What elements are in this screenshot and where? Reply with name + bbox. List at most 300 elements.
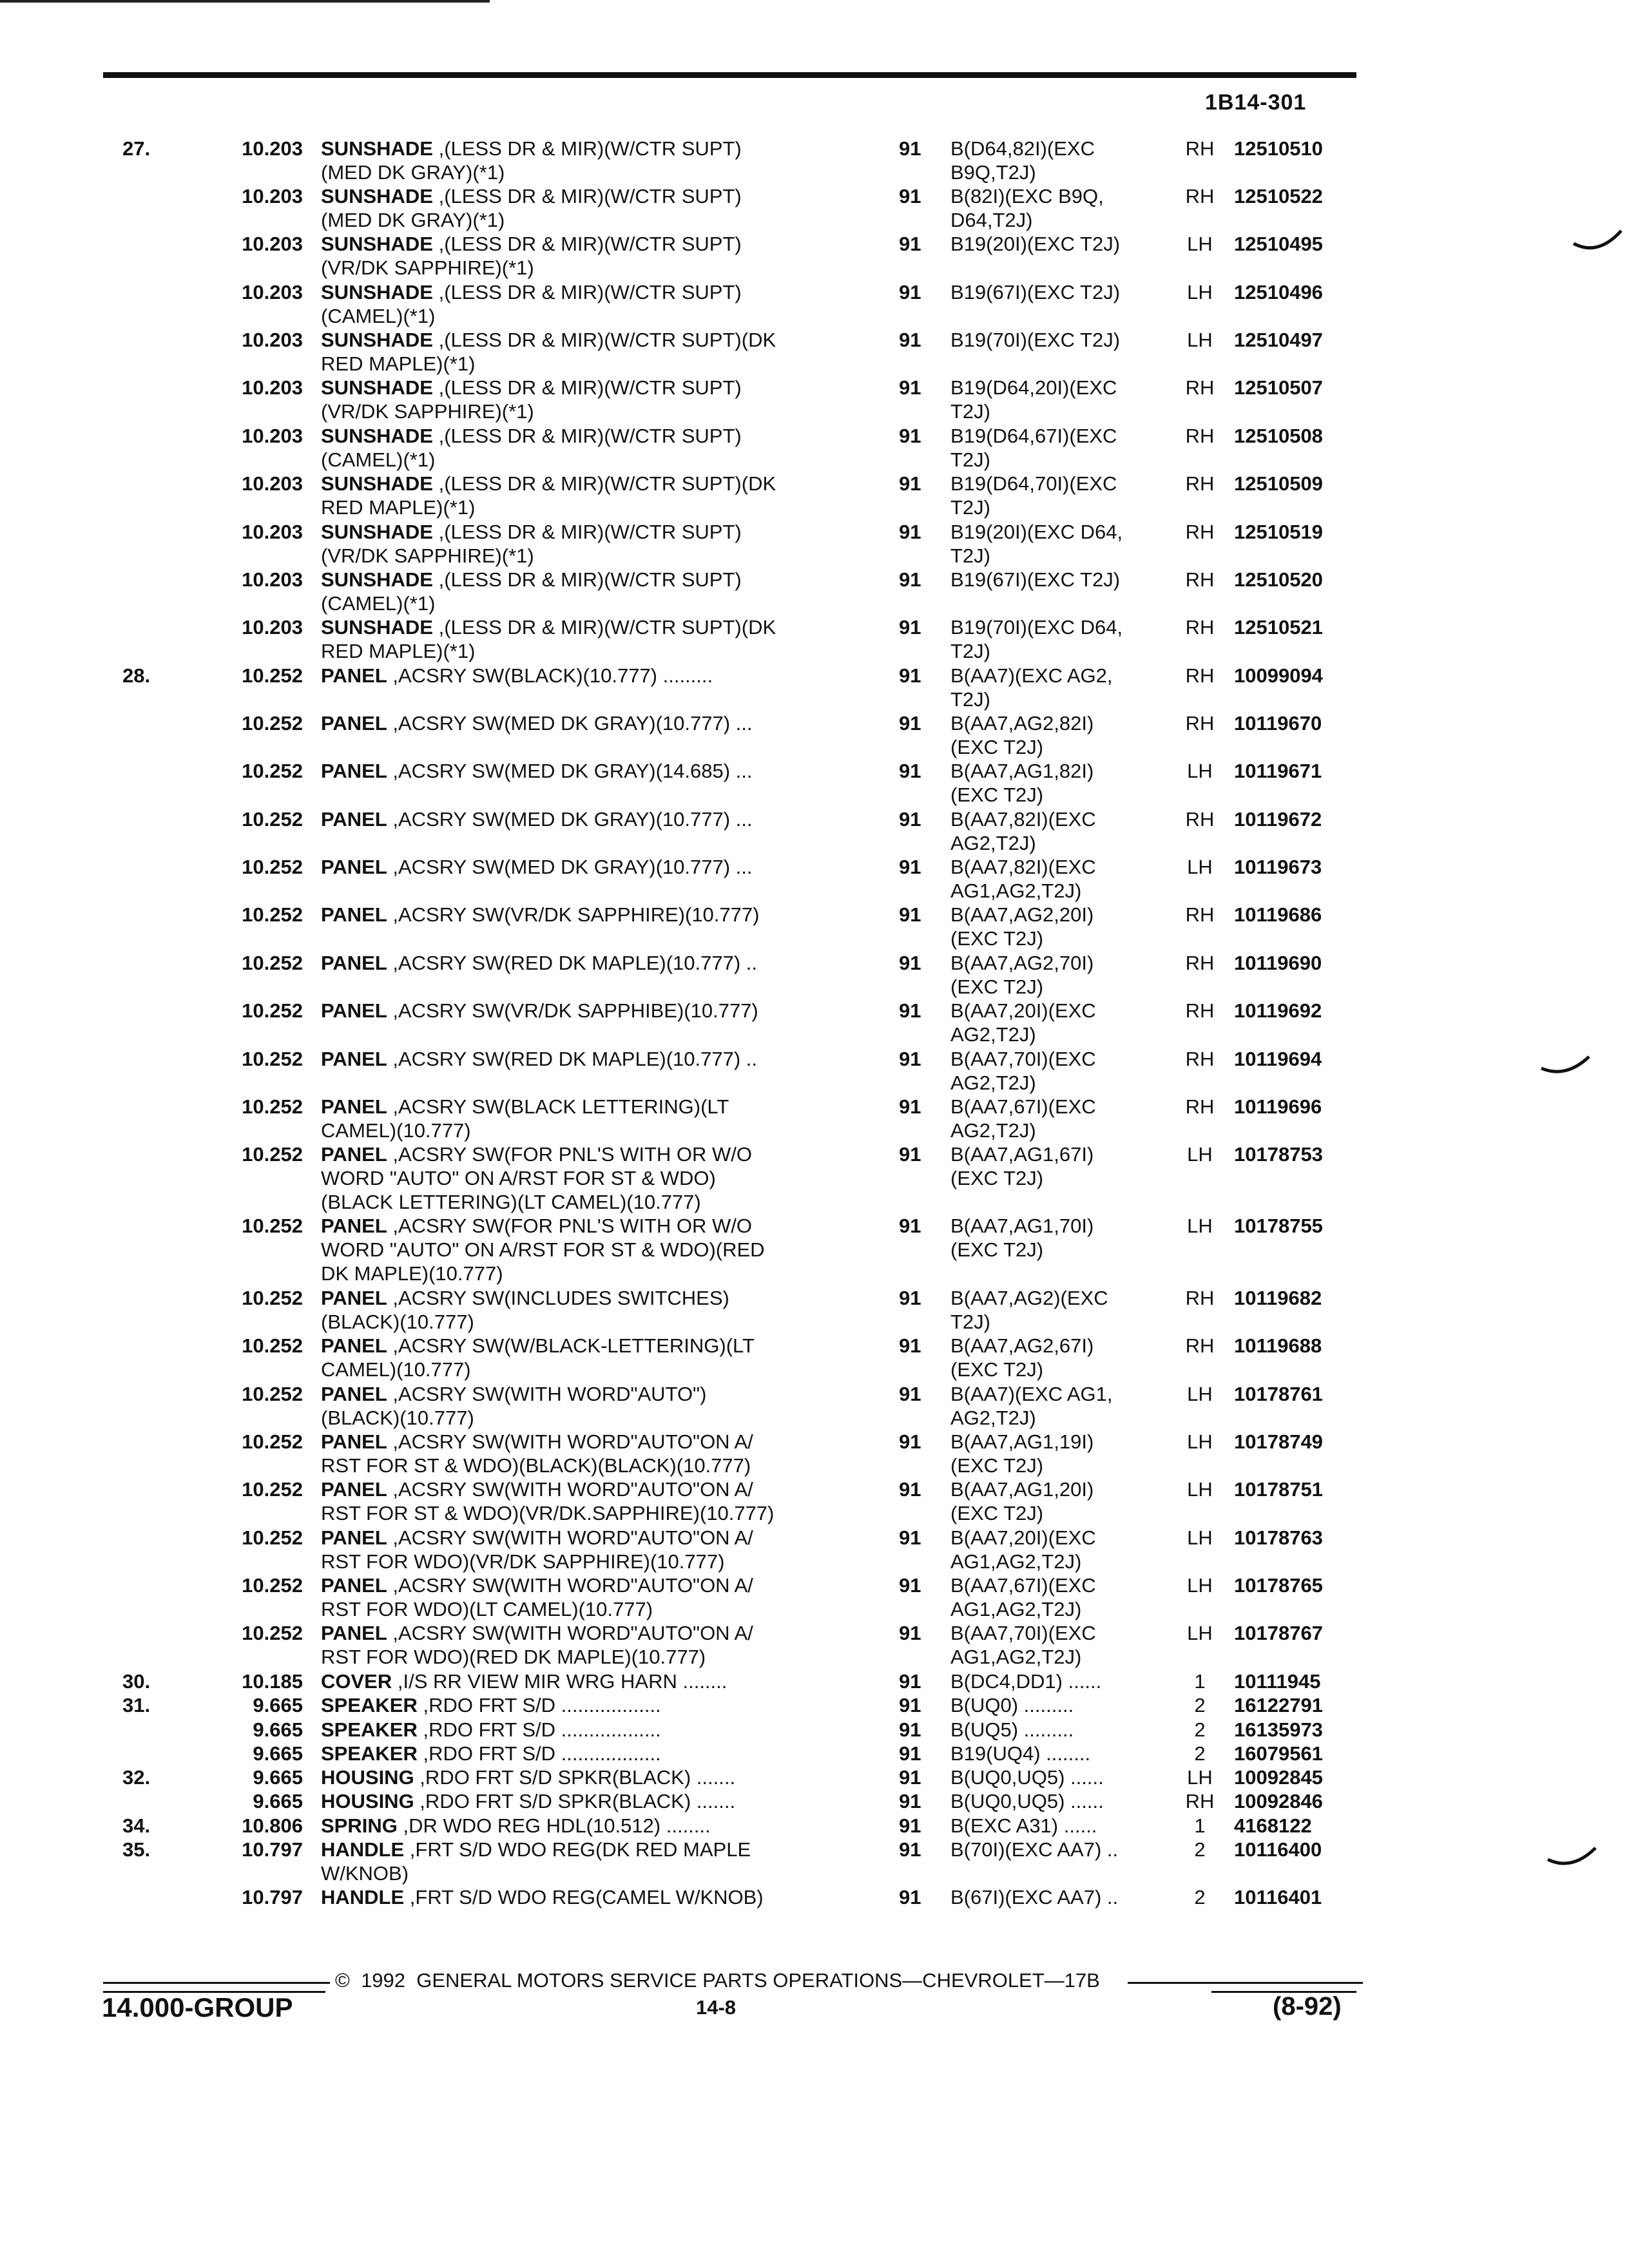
side-or-qty: RH <box>1185 1790 1215 1812</box>
scan-mark-icon <box>1540 1050 1592 1082</box>
model-line: T2J) <box>950 544 990 567</box>
model-option <box>950 520 1182 568</box>
side-or-qty: RH <box>1185 1287 1215 1309</box>
part-number: 12510522 <box>1234 185 1323 207</box>
part-description <box>321 999 888 1023</box>
group-number: 10.203 <box>242 472 303 495</box>
description-line: SPEAKER ,RDO FRT S/D .................. <box>321 1694 661 1716</box>
model-line: B(AA7,AG2)(EXC <box>950 1287 1108 1309</box>
model-year: 91 <box>899 281 921 303</box>
part-number: 12510521 <box>1234 616 1323 639</box>
part-noun: PANEL <box>321 1095 387 1118</box>
part-number: 10178767 <box>1234 1622 1323 1644</box>
group-number: 10.185 <box>242 1670 303 1693</box>
part-description <box>321 280 888 328</box>
part-number: 10111945 <box>1234 1670 1321 1693</box>
part-noun: PANEL <box>321 1143 387 1166</box>
footer-copyright: © 1992 GENERAL MOTORS SERVICE PARTS OPERATIONS—CHEVROLET—17B <box>335 1969 1100 1992</box>
description-line: PANEL ,ACSRY SW(FOR PNL'S WITH OR W/O <box>321 1143 753 1166</box>
description-line: RST FOR WDO)(VR/DK SAPPHIRE)(10.777) <box>321 1550 725 1573</box>
model-line: B(67I)(EXC AA7) .. <box>950 1886 1119 1908</box>
model-option <box>950 1669 1182 1693</box>
part-description <box>321 472 888 519</box>
part-description <box>321 1621 888 1669</box>
description-line: (CAMEL)(*1) <box>321 448 436 471</box>
group-number: 10.252 <box>242 1478 303 1501</box>
model-line: B(AA7,AG1,70I) <box>950 1215 1094 1237</box>
model-line: B19(D64,70I)(EXC <box>950 472 1117 495</box>
part-noun: PANEL <box>321 1574 387 1597</box>
side-or-qty: 2 <box>1194 1886 1206 1908</box>
model-option <box>950 1430 1182 1477</box>
side-or-qty: RH <box>1185 425 1215 447</box>
model-line: T2J) <box>950 448 990 471</box>
part-noun: SUNSHADE <box>321 376 433 399</box>
model-line: T2J) <box>950 1311 990 1333</box>
part-number: 12510520 <box>1234 568 1323 591</box>
description-line: SUNSHADE ,(LESS DR & MIR)(W/CTR SUPT)(DK <box>321 616 776 639</box>
group-number: 10.252 <box>242 1574 303 1597</box>
model-line: AG2,T2J) <box>950 1119 1036 1142</box>
description-line: PANEL ,ACSRY SW(RED DK MAPLE)(10.777) .. <box>321 952 758 974</box>
side-or-qty: RH <box>1185 616 1215 639</box>
scan-mark-icon <box>1547 1843 1598 1875</box>
part-noun: COVER <box>321 1670 392 1693</box>
group-number: 10.252 <box>242 999 303 1022</box>
part-description <box>321 855 888 879</box>
part-number: 10178763 <box>1234 1526 1323 1549</box>
part-number: 10119688 <box>1234 1334 1322 1357</box>
footer-rule-left <box>103 1982 330 1984</box>
group-number: 10.252 <box>242 903 303 926</box>
group-number: 10.252 <box>242 664 303 687</box>
description-line: PANEL ,ACSRY SW(WITH WORD"AUTO"ON A/ <box>321 1526 753 1549</box>
description-line: (BLACK LETTERING)(LT CAMEL)(10.777) <box>321 1191 701 1213</box>
side-or-qty: RH <box>1185 999 1215 1022</box>
side-or-qty: LH <box>1187 329 1213 351</box>
model-year: 91 <box>899 1742 921 1765</box>
part-noun: PANEL <box>321 1215 387 1237</box>
model-line: B19(67I)(EXC T2J) <box>950 568 1121 591</box>
group-number: 9.665 <box>253 1742 303 1765</box>
part-description <box>321 1789 888 1813</box>
model-line: B9Q,T2J) <box>950 161 1036 184</box>
group-number: 10.252 <box>242 952 303 974</box>
description-line: PANEL ,ACSRY SW(VR/DK SAPPHIRE)(10.777) <box>321 903 760 926</box>
model-line: (EXC T2J) <box>950 1238 1044 1261</box>
model-line: AG1,AG2,T2J) <box>950 1598 1082 1620</box>
group-number: 9.665 <box>253 1766 303 1789</box>
part-noun: PANEL <box>321 999 387 1022</box>
scan-mark-icon <box>1572 226 1624 258</box>
group-number: 10.806 <box>242 1814 303 1837</box>
side-or-qty: LH <box>1187 1215 1213 1237</box>
model-line: B(70I)(EXC AA7) .. <box>950 1838 1119 1861</box>
model-option <box>950 568 1182 591</box>
side-or-qty: LH <box>1187 1478 1213 1501</box>
group-number: 10.203 <box>242 137 303 160</box>
part-noun: SPEAKER <box>321 1742 418 1765</box>
model-year: 91 <box>899 1478 921 1501</box>
model-option <box>950 1765 1182 1789</box>
part-noun: SUNSHADE <box>321 568 433 591</box>
footer-date: (8-92) <box>1273 1992 1342 2021</box>
side-or-qty: LH <box>1187 1622 1213 1644</box>
index-number: 35. <box>122 1838 151 1861</box>
model-line: AG1,AG2,T2J) <box>950 1550 1082 1573</box>
description-line: RED MAPLE)(*1) <box>321 640 476 662</box>
description-line: SUNSHADE ,(LESS DR & MIR)(W/CTR SUPT)(DK <box>321 329 776 351</box>
model-line: B(AA7,AG2,67I) <box>950 1334 1094 1357</box>
model-year: 91 <box>899 760 921 782</box>
model-line: B(AA7,AG1,82I) <box>950 760 1094 782</box>
part-noun: HOUSING <box>321 1790 414 1812</box>
description-line: PANEL ,ACSRY SW(WITH WORD"AUTO"ON A/ <box>321 1430 753 1453</box>
description-line: SUNSHADE ,(LESS DR & MIR)(W/CTR SUPT) <box>321 568 742 591</box>
model-option <box>950 1214 1182 1262</box>
part-description <box>321 1573 888 1621</box>
model-option <box>950 1885 1182 1909</box>
model-year: 91 <box>899 1430 921 1453</box>
part-description <box>321 232 888 280</box>
part-number: 10092845 <box>1234 1766 1323 1789</box>
description-line: SUNSHADE ,(LESS DR & MIR)(W/CTR SUPT) <box>321 425 742 447</box>
group-number: 10.252 <box>242 712 303 735</box>
part-number: 10119682 <box>1234 1287 1322 1309</box>
model-line: (EXC T2J) <box>950 783 1044 806</box>
model-line: B19(70I)(EXC T2J) <box>950 329 1121 351</box>
footer-group-label: 14.000-GROUP <box>102 1992 293 2023</box>
model-year: 91 <box>899 1886 921 1908</box>
part-description <box>321 184 888 232</box>
model-year: 91 <box>899 1526 921 1549</box>
model-option <box>950 1718 1182 1742</box>
side-or-qty: LH <box>1187 1383 1213 1405</box>
side-or-qty: RH <box>1185 903 1215 926</box>
model-option <box>950 328 1182 352</box>
model-year: 91 <box>899 1048 921 1070</box>
model-line: B19(20I)(EXC D64, <box>950 521 1123 543</box>
group-number: 10.203 <box>242 616 303 639</box>
model-year: 91 <box>899 376 921 399</box>
model-year: 91 <box>899 1766 921 1789</box>
part-number: 10099094 <box>1234 664 1323 687</box>
group-number: 10.252 <box>242 1430 303 1453</box>
model-option <box>950 1693 1182 1717</box>
part-description <box>321 1814 888 1838</box>
description-line: RST FOR ST & WDO)(BLACK)(BLACK)(10.777) <box>321 1454 751 1477</box>
description-line: SUNSHADE ,(LESS DR & MIR)(W/CTR SUPT)(DK <box>321 472 776 495</box>
model-option <box>950 280 1182 304</box>
part-description <box>321 615 888 663</box>
part-description <box>321 903 888 927</box>
side-or-qty: LH <box>1187 1766 1213 1789</box>
part-noun: PANEL <box>321 760 387 782</box>
side-or-qty: RH <box>1185 712 1215 735</box>
part-description <box>321 1334 888 1381</box>
model-line: B(UQ0) ......... <box>950 1694 1074 1716</box>
index-number: 31. <box>122 1694 151 1716</box>
group-number: 10.203 <box>242 376 303 399</box>
part-description <box>321 1765 888 1789</box>
part-description <box>321 1838 888 1885</box>
description-line: RED MAPLE)(*1) <box>321 496 476 519</box>
side-or-qty: RH <box>1185 952 1215 974</box>
model-line: B(AA7)(EXC AG1, <box>950 1383 1113 1405</box>
model-option <box>950 615 1182 663</box>
part-number: 12510497 <box>1234 329 1323 351</box>
model-option <box>950 1814 1182 1838</box>
description-line: SUNSHADE ,(LESS DR & MIR)(W/CTR SUPT) <box>321 185 742 207</box>
part-number: 10119690 <box>1234 952 1322 974</box>
model-year: 91 <box>899 664 921 687</box>
description-line: (VR/DK SAPPHIRE)(*1) <box>321 400 534 423</box>
description-line: SUNSHADE ,(LESS DR & MIR)(W/CTR SUPT) <box>321 281 742 303</box>
side-or-qty: LH <box>1187 1574 1213 1597</box>
model-year: 91 <box>899 568 921 591</box>
model-option <box>950 1742 1182 1765</box>
description-line: (BLACK)(10.777) <box>321 1311 474 1333</box>
model-option <box>950 807 1182 855</box>
part-noun: HOUSING <box>321 1766 414 1789</box>
description-line: PANEL ,ACSRY SW(WITH WORD"AUTO"ON A/ <box>321 1574 753 1597</box>
model-line: T2J) <box>950 640 990 662</box>
part-number: 10116400 <box>1234 1838 1322 1861</box>
model-line: AG2,T2J) <box>950 1072 1036 1094</box>
side-or-qty: LH <box>1187 281 1213 303</box>
page-code: 1B14-301 <box>1205 90 1307 115</box>
model-option <box>950 903 1182 950</box>
description-line: (CAMEL)(*1) <box>321 592 436 615</box>
group-number: 10.203 <box>242 233 303 255</box>
footer-rule-right <box>1128 1982 1363 1984</box>
group-number: 10.252 <box>242 1048 303 1070</box>
model-line: B(AA7,AG1,20I) <box>950 1478 1094 1501</box>
group-number: 10.203 <box>242 425 303 447</box>
part-noun: SUNSHADE <box>321 233 433 255</box>
model-year: 91 <box>899 472 921 495</box>
side-or-qty: 1 <box>1194 1670 1206 1693</box>
model-line: B(AA7,20I)(EXC <box>950 1526 1096 1549</box>
model-year: 91 <box>899 425 921 447</box>
model-option <box>950 137 1182 184</box>
model-line: D64,T2J) <box>950 209 1033 231</box>
description-line: RST FOR ST & WDO)(VR/DK.SAPPHIRE)(10.777) <box>321 1502 775 1524</box>
model-option <box>950 1142 1182 1190</box>
model-line: T2J) <box>950 688 990 711</box>
side-or-qty: 2 <box>1194 1838 1206 1861</box>
description-line: SUNSHADE ,(LESS DR & MIR)(W/CTR SUPT) <box>321 137 742 160</box>
group-number: 9.665 <box>253 1718 303 1741</box>
side-or-qty: RH <box>1185 1048 1215 1070</box>
model-option <box>950 232 1182 256</box>
part-description <box>321 376 888 423</box>
model-option <box>950 1621 1182 1669</box>
part-number: 10178765 <box>1234 1574 1323 1597</box>
part-number: 10119673 <box>1234 856 1322 878</box>
group-number: 10.203 <box>242 185 303 207</box>
model-line: (EXC T2J) <box>950 736 1044 758</box>
model-year: 91 <box>899 233 921 255</box>
description-line: SPRING ,DR WDO REG HDL(10.512) ........ <box>321 1814 711 1837</box>
side-or-qty: RH <box>1185 376 1215 399</box>
model-line: B(DC4,DD1) ...... <box>950 1670 1102 1693</box>
part-number: 10119696 <box>1234 1095 1322 1118</box>
part-noun: SUNSHADE <box>321 521 433 543</box>
part-description <box>321 137 888 184</box>
description-line: PANEL ,ACSRY SW(BLACK LETTERING)(LT <box>321 1095 729 1118</box>
part-number: 16079561 <box>1234 1742 1323 1765</box>
group-number: 10.252 <box>242 1287 303 1309</box>
model-line: B(AA7,AG2,20I) <box>950 903 1094 926</box>
part-number: 10116401 <box>1234 1886 1322 1908</box>
model-line: B(AA7,AG1,67I) <box>950 1143 1094 1166</box>
part-noun: SPEAKER <box>321 1694 418 1716</box>
part-description <box>321 1718 888 1742</box>
side-or-qty: RH <box>1185 1095 1215 1118</box>
description-line: PANEL ,ACSRY SW(MED DK GRAY)(10.777) ... <box>321 856 753 878</box>
description-line: WORD "AUTO" ON A/RST FOR ST & WDO)(RED <box>321 1238 765 1261</box>
group-number: 10.252 <box>242 856 303 878</box>
model-line: (EXC T2J) <box>950 1167 1044 1189</box>
description-line: (MED DK GRAY)(*1) <box>321 209 505 231</box>
side-or-qty: RH <box>1185 568 1215 591</box>
part-number: 12510507 <box>1234 376 1323 399</box>
model-option <box>950 1838 1182 1861</box>
model-option <box>950 951 1182 999</box>
description-line: SUNSHADE ,(LESS DR & MIR)(W/CTR SUPT) <box>321 521 742 543</box>
description-line: PANEL ,ACSRY SW(MED DK GRAY)(14.685) ... <box>321 760 753 782</box>
part-noun: SUNSHADE <box>321 616 433 639</box>
model-option <box>950 1095 1182 1142</box>
part-description <box>321 1430 888 1477</box>
part-number: 12510510 <box>1234 137 1323 160</box>
model-line: (EXC T2J) <box>950 1358 1044 1381</box>
part-description <box>321 664 888 687</box>
part-description <box>321 1477 888 1525</box>
model-option <box>950 184 1182 232</box>
part-number: 10178753 <box>1234 1143 1323 1166</box>
description-line: PANEL ,ACSRY SW(W/BLACK-LETTERING)(LT <box>321 1334 755 1357</box>
side-or-qty: LH <box>1187 233 1213 255</box>
description-line: PANEL ,ACSRY SW(WITH WORD"AUTO") <box>321 1383 707 1405</box>
part-noun: HANDLE <box>321 1838 405 1861</box>
description-line: (VR/DK SAPPHIRE)(*1) <box>321 544 534 567</box>
part-description <box>321 424 888 472</box>
side-or-qty: LH <box>1187 1526 1213 1549</box>
model-year: 91 <box>899 1383 921 1405</box>
model-year: 91 <box>899 1334 921 1357</box>
model-line: B(UQ0,UQ5) ...... <box>950 1766 1104 1789</box>
part-noun: SUNSHADE <box>321 281 433 303</box>
group-number: 10.252 <box>242 1383 303 1405</box>
part-noun: SUNSHADE <box>321 137 433 160</box>
part-number: 10119671 <box>1234 760 1322 782</box>
model-line: B19(D64,67I)(EXC <box>950 425 1117 447</box>
part-description <box>321 711 888 735</box>
model-line: (EXC T2J) <box>950 1454 1044 1477</box>
model-year: 91 <box>899 1670 921 1693</box>
model-line: (EXC T2J) <box>950 1502 1044 1524</box>
side-or-qty: 2 <box>1194 1694 1206 1716</box>
part-description <box>321 759 888 783</box>
model-option <box>950 1286 1182 1334</box>
model-line: (EXC T2J) <box>950 927 1044 950</box>
side-or-qty: 2 <box>1194 1718 1206 1741</box>
model-line: B(AA7,20I)(EXC <box>950 999 1096 1022</box>
model-year: 91 <box>899 1718 921 1741</box>
part-noun: PANEL <box>321 1048 387 1070</box>
model-line: AG2,T2J) <box>950 1407 1036 1429</box>
part-noun: PANEL <box>321 664 387 687</box>
description-line: HOUSING ,RDO FRT S/D SPKR(BLACK) ....... <box>321 1790 736 1812</box>
part-description <box>321 1142 888 1214</box>
description-line: PANEL ,ACSRY SW(VR/DK SAPPHIBE)(10.777) <box>321 999 758 1022</box>
model-line: AG2,T2J) <box>950 1023 1036 1046</box>
model-line: B(D64,82I)(EXC <box>950 137 1095 160</box>
model-option <box>950 664 1182 711</box>
description-line: PANEL ,ACSRY SW(WITH WORD"AUTO"ON A/ <box>321 1478 753 1501</box>
description-line: COVER ,I/S RR VIEW MIR WRG HARN ........ <box>321 1670 728 1693</box>
description-line: SPEAKER ,RDO FRT S/D .................. <box>321 1742 661 1765</box>
group-number: 10.203 <box>242 568 303 591</box>
part-description <box>321 1047 888 1071</box>
description-line: (VR/DK SAPPHIRE)(*1) <box>321 256 534 279</box>
part-noun: SUNSHADE <box>321 425 433 447</box>
group-number: 9.665 <box>253 1790 303 1812</box>
model-line: AG2,T2J) <box>950 832 1036 854</box>
model-year: 91 <box>899 808 921 831</box>
description-line: SUNSHADE ,(LESS DR & MIR)(W/CTR SUPT) <box>321 233 742 255</box>
model-year: 91 <box>899 1215 921 1237</box>
part-noun: SUNSHADE <box>321 329 433 351</box>
model-option <box>950 424 1182 472</box>
description-line: HANDLE ,FRT S/D WDO REG(DK RED MAPLE <box>321 1838 751 1861</box>
model-year: 91 <box>899 1287 921 1309</box>
part-description <box>321 1885 888 1909</box>
group-number: 10.252 <box>242 1334 303 1357</box>
part-description <box>321 568 888 615</box>
description-line: HANDLE ,FRT S/D WDO REG(CAMEL W/KNOB) <box>321 1886 764 1908</box>
part-noun: PANEL <box>321 1383 387 1405</box>
model-line: B19(70I)(EXC D64, <box>950 616 1123 639</box>
model-year: 91 <box>899 1574 921 1597</box>
model-option <box>950 999 1182 1046</box>
side-or-qty: 1 <box>1194 1814 1206 1837</box>
description-line: CAMEL)(10.777) <box>321 1358 471 1381</box>
description-line: PANEL ,ACSRY SW(BLACK)(10.777) ......... <box>321 664 713 687</box>
model-line: B(82I)(EXC B9Q, <box>950 185 1104 207</box>
description-line: RST FOR WDO)(LT CAMEL)(10.777) <box>321 1598 653 1620</box>
part-description <box>321 520 888 568</box>
model-year: 91 <box>899 1622 921 1644</box>
side-or-qty: RH <box>1185 1334 1215 1357</box>
model-option <box>950 1526 1182 1573</box>
model-option <box>950 376 1182 423</box>
group-number: 10.252 <box>242 760 303 782</box>
part-number: 10178751 <box>1234 1478 1323 1501</box>
model-option <box>950 1047 1182 1095</box>
side-or-qty: LH <box>1187 1143 1213 1166</box>
group-number: 10.252 <box>242 1095 303 1118</box>
description-line: PANEL ,ACSRY SW(MED DK GRAY)(10.777) ... <box>321 808 753 831</box>
part-noun: PANEL <box>321 1622 387 1644</box>
side-or-qty: LH <box>1187 1430 1213 1453</box>
model-option <box>950 1477 1182 1525</box>
side-or-qty: LH <box>1187 856 1213 878</box>
model-line: B19(UQ4) ........ <box>950 1742 1091 1765</box>
model-year: 91 <box>899 185 921 207</box>
